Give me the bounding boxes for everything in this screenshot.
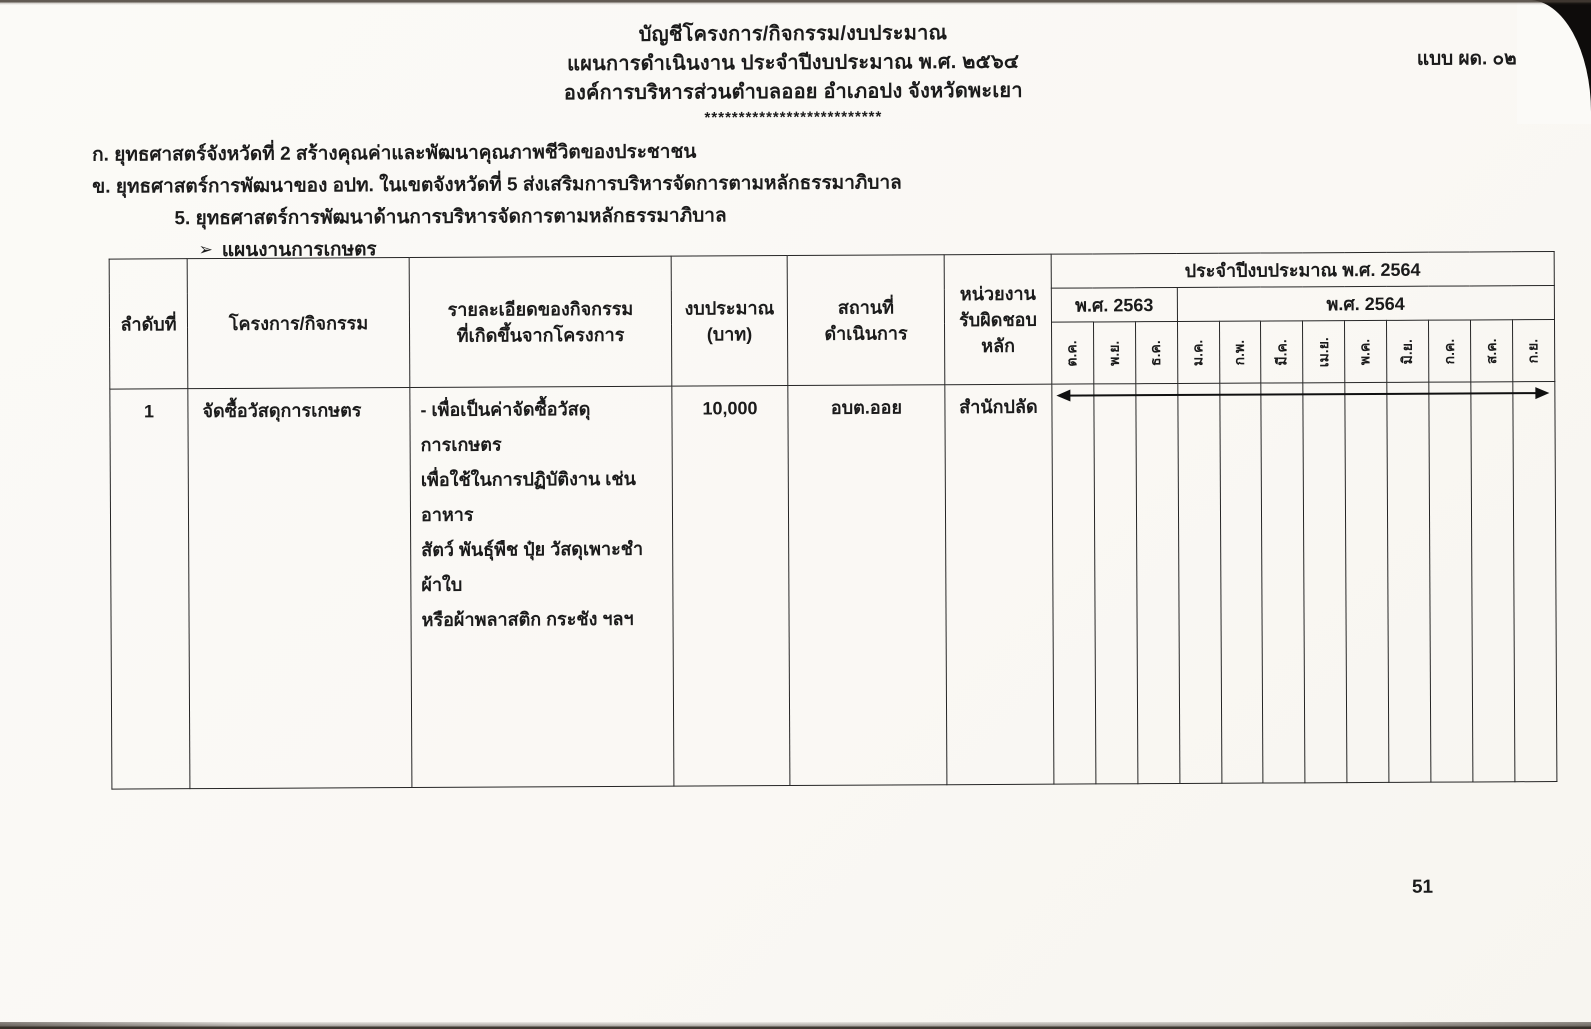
project-table (109, 251, 1557, 790)
col-header-details: รายละเอียดของกิจกรรม ที่เกิดขึ้นจากโครงการ (409, 256, 672, 387)
gantt-cell-sep (1513, 382, 1557, 782)
timeline-double-arrow (1056, 387, 1549, 402)
fiscal-year-header: ประจำปีงบประมาณ พ.ศ. 2564 (1051, 252, 1554, 289)
row-no: 1 (110, 389, 190, 789)
scan-artifact-bottom-edge (0, 1022, 1591, 1029)
arrow-shaft (1064, 392, 1541, 396)
month-header-jul: ก.ค. (1429, 320, 1471, 382)
month-header-feb: ก.พ. (1219, 321, 1261, 383)
year-2563-header: พ.ศ. 2563 (1051, 287, 1177, 322)
col-header-budget: งบประมาณ (บาท) (671, 256, 788, 387)
month-header-jan: ม.ค. (1177, 321, 1219, 383)
gantt-cell-feb (1219, 383, 1263, 783)
gantt-cell-oct (1052, 384, 1096, 784)
col-header-project: โครงการ/กิจกรรม (187, 258, 410, 389)
page-number: 51 (1411, 876, 1434, 898)
doc-title-line2: แผนการดำเนินงาน ประจำปีงบประมาณ พ.ศ. ๒๕๖๔ (567, 50, 1020, 76)
month-header-mar: มี.ค. (1261, 321, 1303, 383)
month-header-jun: มิ.ย. (1387, 320, 1429, 382)
gantt-cell-nov (1094, 384, 1138, 784)
scan-artifact-top-edge (0, 0, 1591, 5)
strategy-line-5: 5. ยุทธศาสตร์การพัฒนาด้านการบริหารจัดการตามหลักธรรมาภิบาล (174, 205, 727, 230)
month-header-aug: ส.ค. (1470, 320, 1512, 382)
arrowhead-right-icon (1535, 387, 1549, 399)
month-header-nov: พ.ย. (1093, 322, 1135, 384)
gantt-cell-jun (1387, 382, 1431, 782)
gantt-cell-may (1345, 382, 1389, 782)
col-header-no: ลำดับที่ (109, 259, 188, 389)
row-budget: 10,000 (672, 386, 790, 787)
row-project-name: จัดซื้อวัสดุการเกษตร (188, 388, 412, 789)
gantt-cell-apr (1303, 383, 1347, 783)
scan-artifact-corner (1517, 0, 1591, 124)
strategy-line-province: ก. ยุทธศาสตร์จังหวัดที่ 2 สร้างคุณค่าและพัฒนาคุณภาพชีวิตของประชาชน (92, 141, 697, 166)
col-header-agency: หน่วยงาน รับผิดชอบ หลัก (944, 254, 1052, 385)
gantt-cell-mar (1261, 383, 1305, 783)
project-table-wrapper (109, 251, 1559, 790)
row-details: - เพื่อเป็นค่าจัดซื้อวัสดุการเกษตร เพื่อใช้ในการปฏิบัติงาน เช่น อาหาร สัตว์ พันธุ์พืช ปุ๋ย วัสดุเพาะชำ ผ้าใบ หรือผ้าพลาสติก กระชัง ฯลฯ (410, 386, 674, 787)
month-header-dec: ธ.ค. (1135, 321, 1177, 383)
col-header-location: สถานที่ ดำเนินการ (787, 255, 945, 386)
row-location: อบต.ออย (788, 385, 947, 786)
table-row (110, 382, 1557, 790)
doc-title-separator: ************************** (704, 108, 883, 127)
paper-rounded-corner (1517, 0, 1591, 124)
month-header-apr: เม.ย. (1303, 321, 1345, 383)
month-header-may: พ.ค. (1345, 320, 1387, 382)
gantt-cell-jan (1177, 383, 1221, 783)
doc-title-line1: บัญชีโครงการ/กิจกรรม/งบประมาณ (638, 22, 948, 46)
month-header-sep: ก.ย. (1512, 320, 1554, 382)
gantt-cell-jul (1429, 382, 1473, 782)
document-header (0, 16, 1589, 131)
year-2564-header: พ.ศ. 2564 (1177, 286, 1554, 322)
plan-name: แผนงานการเกษตร (221, 239, 377, 261)
gantt-cell-dec (1136, 383, 1180, 783)
row-agency: สำนักปลัด (945, 384, 1054, 785)
plan-arrow-icon: ➢ (198, 240, 213, 260)
month-header-oct: ต.ค. (1051, 322, 1093, 384)
strategy-line-local: ข. ยุทธศาสตร์การพัฒนาของ อปท. ในเขตจังหวัดที่ 5 ส่งเสริมการบริหารจัดการตามหลักธรรมาภิบาล (92, 172, 902, 198)
gantt-cell-aug (1471, 382, 1515, 782)
strategy-section (92, 135, 902, 267)
doc-title-line3: องค์การบริหารส่วนตำบลออย อำเภอปง จังหวัดพะเยา (563, 79, 1023, 105)
form-code-label: แบบ ผด. ๐๒ (1416, 48, 1517, 70)
